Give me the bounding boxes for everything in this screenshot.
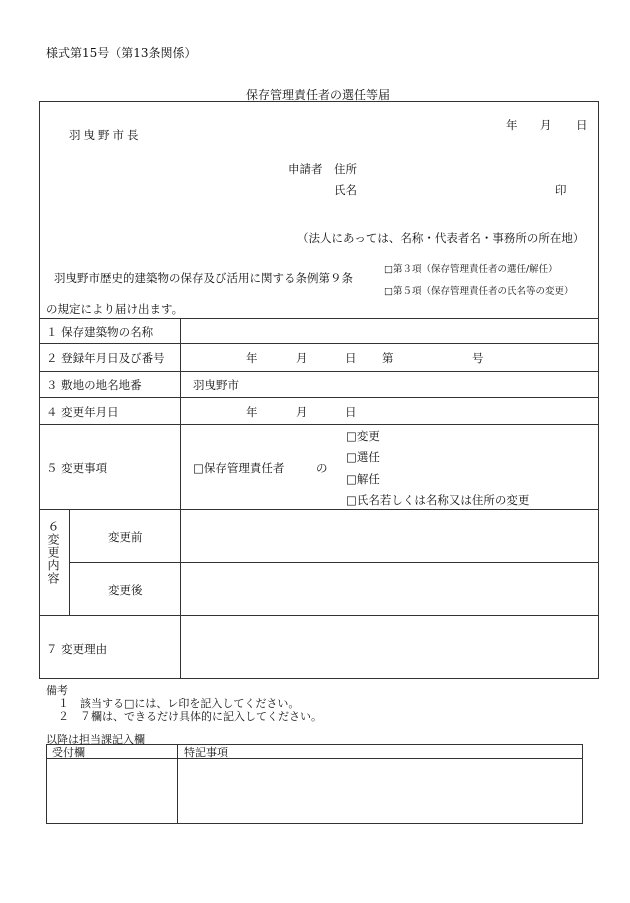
building-name-label: １ 保存建築物の名称 [46,325,154,339]
site-address-value[interactable]: 羽曳野市 [193,378,239,392]
name-label: 氏名 [334,183,357,197]
seal-label: 印 [555,183,567,197]
remark-item: ２ ７欄は、できるだけ具体的に記入してください。 [58,710,322,723]
ordinance-closing: の規定により届け出ます。 [46,302,184,316]
registration-day: 日 [345,351,357,365]
change-date-label: ４ 変更年月日 [46,405,119,419]
change-option[interactable]: □変更 [346,429,380,443]
row-divider [39,318,599,319]
office-heading: 以降は担当課記入欄 [46,733,145,746]
corporation-note: （法人にあっては、名称・代表者名・事務所の所在地） [297,231,585,245]
office-table [46,744,583,824]
site-address-label: ３ 敷地の地名地番 [46,378,142,392]
before-change-label: 変更前 [108,530,143,544]
registration-dai: 第 [382,351,394,365]
row-divider [39,615,599,616]
page-title: 保存管理責任者の選任等届 [246,88,391,102]
ordinance-option-5[interactable]: □第５項（保存管理責任者の氏名等の変更） [384,286,574,297]
manager-checkbox[interactable]: □保存管理責任者 [193,461,285,475]
change-option[interactable]: □氏名若しくは名称又は住所の変更 [346,493,530,507]
address-label: 住所 [334,162,357,176]
row-divider [69,562,599,563]
change-option[interactable]: □解任 [346,472,380,486]
addressee: 羽曳野市長 [69,128,142,142]
remark-item: １ 該当する□には、レ印を記入してください。 [58,697,300,710]
change-date-day: 日 [345,405,357,419]
row-divider [39,509,599,510]
change-reason-field[interactable] [182,617,596,677]
row-divider [39,424,599,425]
change-content-label: ６変更内容 [46,520,60,585]
after-change-label: 変更後 [108,583,143,597]
change-items-label: ５ 変更事項 [46,461,108,475]
office-column-divider [177,744,178,824]
change-option[interactable]: □選任 [346,450,380,464]
column-divider [180,318,181,679]
row-divider [39,371,599,372]
ordinance-text: 羽曳野市歴史的建築物の保存及び活用に関する条例第９条 [54,271,353,285]
registration-year: 年 [246,351,258,365]
row-divider [39,343,599,344]
row-divider [39,397,599,398]
ordinance-option-3[interactable]: □第３項（保存管理責任者の選任/解任） [384,264,558,275]
before-change-field[interactable] [182,511,596,561]
special-notes-label: 特記事項 [184,746,228,759]
after-change-field[interactable] [182,564,596,614]
registration-go: 号 [472,351,484,365]
date-day-label: 日 [576,118,588,132]
column-divider [69,509,70,615]
office-header-divider [46,758,583,759]
form-number: 様式第15号（第13条関係） [46,46,197,60]
building-name-field[interactable] [182,320,596,342]
registration-month: 月 [296,351,308,365]
applicant-label: 申請者 [288,162,323,176]
change-date-month: 月 [296,405,308,419]
change-items-no: の [316,461,328,475]
remarks-heading: 備考 [46,684,68,697]
date-year-label: 年 [506,118,518,132]
date-month-label: 月 [540,118,552,132]
registration-label: ２ 登録年月日及び番号 [46,351,165,365]
change-date-year: 年 [246,405,258,419]
reception-label: 受付欄 [52,746,85,759]
change-reason-label: ７ 変更理由 [46,642,108,656]
